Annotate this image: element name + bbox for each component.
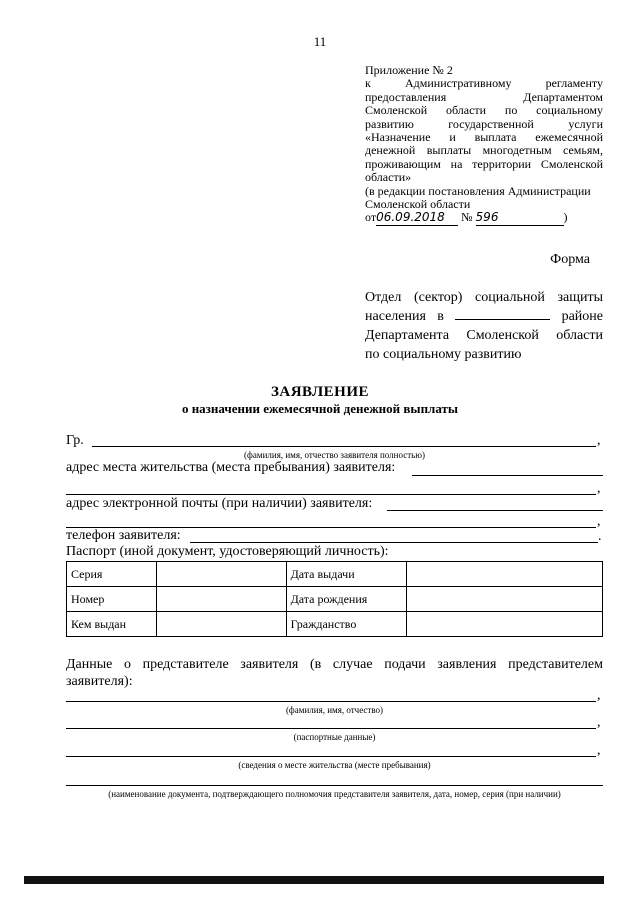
handwritten-number: 596 bbox=[476, 211, 564, 225]
representative-heading: Данные о представителе заявителя (в случае подачи заявления представителем заявителя): bbox=[66, 657, 603, 689]
comma: , bbox=[597, 481, 601, 496]
number-label: № bbox=[461, 210, 473, 225]
address-field[interactable] bbox=[412, 475, 603, 476]
handwritten-date: 06.09.2018 bbox=[376, 211, 458, 225]
phone-field[interactable] bbox=[190, 542, 598, 543]
document-subtitle: о назначении ежемесячной денежной выплаты bbox=[181, 401, 459, 416]
appendix-line: области» bbox=[365, 170, 412, 185]
comma: , bbox=[597, 688, 601, 703]
cell-label: Дата рождения bbox=[286, 587, 407, 612]
table-row bbox=[67, 562, 603, 587]
citizen-label: Гр. bbox=[66, 433, 84, 448]
representative-name-caption: (фамилия, имя, отчество) bbox=[285, 705, 384, 715]
email-field[interactable] bbox=[387, 510, 603, 511]
form-label: Форма bbox=[550, 252, 590, 267]
comma: , bbox=[597, 433, 601, 448]
address-label: адрес места жительства (места пребывания) заявителя: bbox=[66, 460, 396, 475]
appendix-line: Смоленской области bbox=[365, 197, 471, 212]
passport-table bbox=[66, 561, 603, 637]
appendix-line: денежной выплаты многодетным семьям, bbox=[365, 143, 603, 158]
appendix-line: развитию государственной услуги bbox=[365, 116, 603, 131]
comma: , bbox=[597, 715, 601, 730]
period: . bbox=[598, 529, 602, 544]
issue-date-input-cell[interactable] bbox=[407, 562, 603, 587]
cell-label: Серия bbox=[67, 562, 157, 587]
district-blank[interactable] bbox=[455, 307, 550, 320]
department-line: Отдел (сектор) социальной защиты bbox=[365, 290, 603, 305]
email-label: адрес электронной почты (при наличии) заявителя: bbox=[66, 496, 373, 511]
birth-date-input-cell[interactable] bbox=[407, 587, 603, 612]
representative-address-field[interactable] bbox=[66, 756, 596, 757]
representative-passport-field[interactable] bbox=[66, 728, 596, 729]
department-block bbox=[365, 288, 603, 364]
appendix-title: Приложение № 2 bbox=[365, 63, 453, 77]
passport-label: Паспорт (иной документ, удостоверяющий личность): bbox=[66, 544, 389, 559]
appendix-line: (в редакции постановления Администрации bbox=[365, 183, 591, 198]
page-number: 11 bbox=[313, 34, 327, 49]
comma: , bbox=[597, 514, 601, 529]
appendix-line: Смоленской области по социальному bbox=[365, 103, 603, 118]
cell-label: Дата выдачи bbox=[286, 562, 407, 587]
citizen-name-field[interactable] bbox=[92, 446, 596, 447]
appendix-line: к Административному регламенту bbox=[365, 76, 603, 91]
series-input-cell[interactable] bbox=[156, 562, 286, 587]
comma: , bbox=[597, 743, 601, 758]
cell-label: Номер bbox=[67, 587, 157, 612]
representative-document-caption: (наименование документа, подтверждающего полномочия представителя заявителя, дата, номер, серия (при наличии) bbox=[108, 789, 561, 799]
scan-edge-bar bbox=[24, 876, 604, 884]
department-line: по социальному развитию bbox=[365, 347, 522, 362]
department-text: районе bbox=[561, 309, 603, 324]
phone-label: телефон заявителя: bbox=[66, 528, 181, 543]
address-field-continuation[interactable] bbox=[66, 494, 596, 495]
from-label: от bbox=[365, 210, 377, 225]
number-input-cell[interactable] bbox=[156, 587, 286, 612]
appendix-date-row bbox=[365, 211, 603, 225]
department-line bbox=[365, 307, 603, 326]
cell-label: Кем выдан bbox=[67, 612, 157, 637]
table-row bbox=[67, 612, 603, 637]
document-title: ЗАЯВЛЕНИЕ bbox=[270, 384, 370, 400]
department-line: Департамента Смоленской области bbox=[365, 328, 603, 343]
representative-name-field[interactable] bbox=[66, 701, 596, 702]
representative-passport-caption: (паспортные данные) bbox=[293, 732, 376, 742]
closing-paren: ) bbox=[563, 210, 568, 225]
department-text: населения в bbox=[365, 309, 444, 324]
appendix-header bbox=[365, 64, 603, 226]
representative-address-caption: (сведения о месте жительства (месте пребывания) bbox=[238, 760, 431, 770]
table-row bbox=[67, 587, 603, 612]
cell-label: Гражданство bbox=[286, 612, 407, 637]
appendix-line: предоставления Департаментом bbox=[365, 89, 603, 104]
representative-document-field[interactable] bbox=[66, 785, 603, 786]
citizenship-input-cell[interactable] bbox=[407, 612, 603, 637]
appendix-line: «Назначение и выплата ежемесячной bbox=[365, 130, 603, 145]
issued-by-input-cell[interactable] bbox=[156, 612, 286, 637]
appendix-line: проживающим на территории Смоленской bbox=[365, 156, 603, 171]
citizen-caption: (фамилия, имя, отчество заявителя полностью) bbox=[244, 450, 425, 460]
